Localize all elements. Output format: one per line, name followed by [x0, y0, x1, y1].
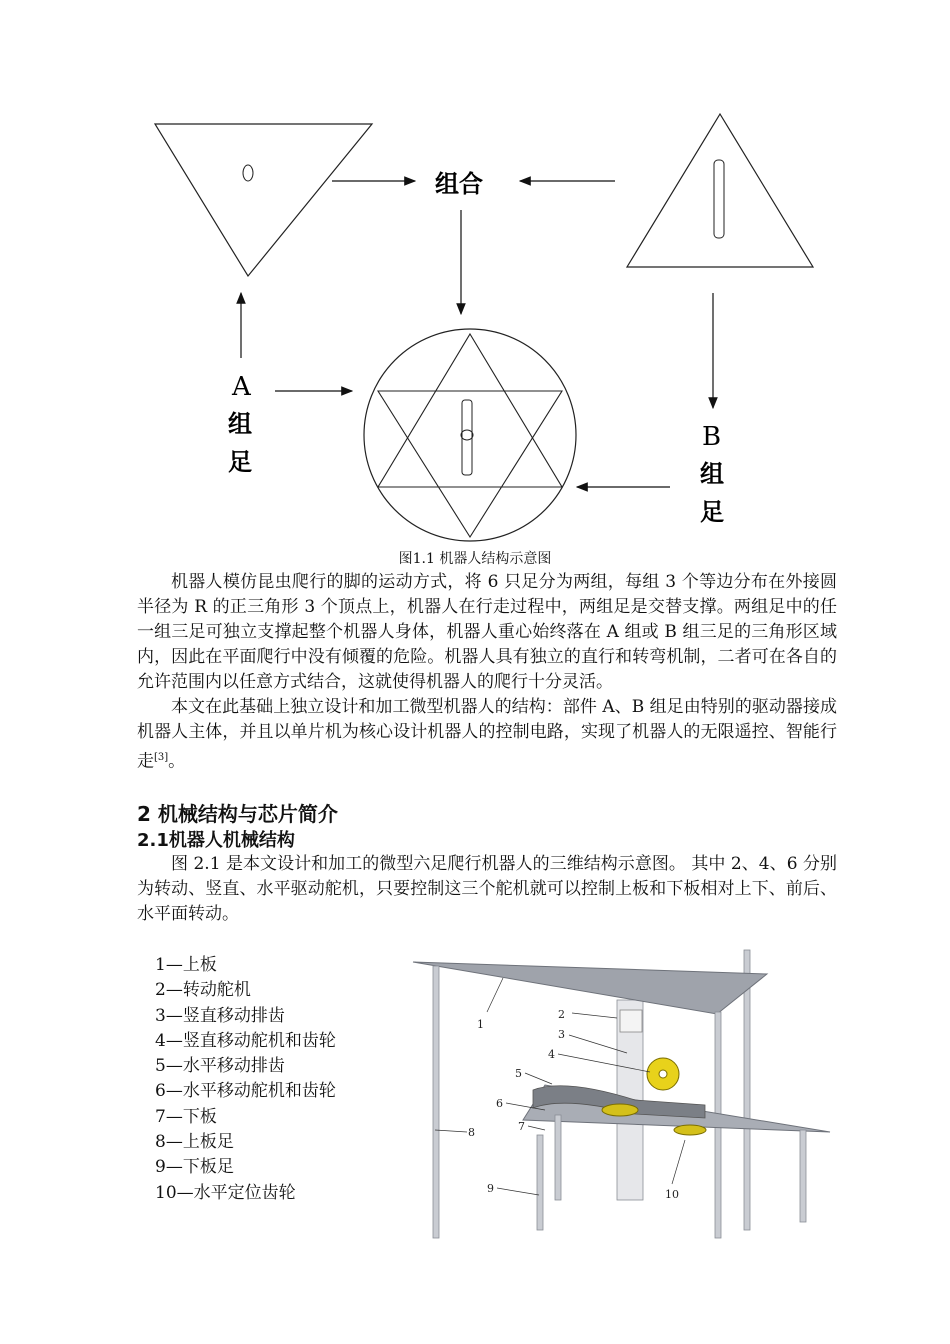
- legend-item: 3—竖直移动排齿: [155, 1005, 285, 1026]
- legend-item: 6—水平移动舵机和齿轮: [155, 1081, 336, 1102]
- callout-10: 10: [665, 1188, 679, 1201]
- legend-item: 1—上板: [155, 955, 217, 975]
- a-group-triangle: [155, 124, 372, 276]
- vertical-gear-hub: [659, 1070, 667, 1078]
- figure-2-robot-3d: [405, 940, 845, 1244]
- section-2-1-body: [137, 852, 837, 927]
- lower-leg: [555, 1115, 561, 1200]
- callout-9: 9: [487, 1182, 494, 1195]
- legend-item: 7—下板: [155, 1106, 217, 1127]
- callout-4: 4: [548, 1048, 555, 1061]
- callout-1: 1: [477, 1018, 484, 1031]
- callout-8: 8: [468, 1126, 475, 1139]
- figure-1-diagram: [140, 100, 840, 550]
- section-heading: 2 机械结构与芯片简介: [137, 802, 338, 826]
- a-group-line2: 组: [228, 409, 252, 438]
- horizontal-gear: [602, 1104, 638, 1116]
- rotate-servo: [620, 1010, 642, 1032]
- b-group-letter: B: [702, 422, 722, 452]
- b-group-line2: 组: [700, 459, 724, 488]
- figure-1-caption: 图1.1 机器人结构示意图: [398, 551, 552, 567]
- legend-item: 10—水平定位齿轮: [155, 1182, 296, 1203]
- intro-section: [137, 570, 837, 775]
- a-center-hole: [243, 165, 253, 181]
- lower-leg: [537, 1135, 543, 1230]
- intro-paragraph-2-end: 。: [168, 751, 186, 772]
- subsection-heading: 2.1机器人机械结构: [137, 830, 295, 851]
- legend-item: 9—下板足: [155, 1157, 234, 1178]
- legend-item: 5—水平移动排齿: [155, 1056, 285, 1077]
- combined-slot: [462, 400, 472, 475]
- callout-6: 6: [496, 1097, 503, 1110]
- combined-hole: [461, 430, 473, 440]
- hexagram-down: [378, 391, 562, 537]
- legend-item: 2—转动舵机: [155, 980, 251, 1001]
- b-center-slot: [714, 160, 724, 238]
- b-group-line3: 足: [700, 497, 724, 526]
- intro-paragraph-2: [137, 695, 837, 775]
- figure-2-legend: [155, 953, 336, 1206]
- b-group-triangle: [627, 114, 813, 267]
- legend-item: 4—竖直移动舵机和齿轮: [155, 1030, 336, 1051]
- citation-ref: [3]: [154, 752, 169, 763]
- callout-2: 2: [558, 1008, 565, 1021]
- combine-label: 组合: [435, 169, 483, 198]
- intro-paragraph-1: 机器人模仿昆虫爬行的脚的运动方式，将 6 只足分为两组，每组 3 个等边分布在外接圆半径为 R 的正三角形 3 个顶点上，机器人在行走过程中，两组足是交替支撑。两组足中的任一组三足可独立支撑起整个机器人身体，机器人重心始终落在 A 组或 B 组三足的三角形区域内，因此在平面爬行中没有倾覆的危险。机器人具有独立的直行和转弯机制，二者可在各自的允许范围内以任意方式结合，这就使得机器人的爬行十分灵活。: [137, 572, 837, 692]
- positioning-gear: [674, 1125, 706, 1135]
- upper-plate: [413, 962, 767, 1014]
- combined-circle: [364, 329, 576, 541]
- callout-5: 5: [515, 1067, 522, 1080]
- lower-leg: [800, 1130, 806, 1222]
- legend-item: 8—上板足: [155, 1132, 234, 1153]
- section-2-1-paragraph: 图 2.1 是本文设计和加工的微型六足爬行机器人的三维结构示意图。 其中 2、4、6 分别为转动、竖直、水平驱动舵机，只要控制这三个舵机就可以控制上板和下板相对上下、前后、水平面转动。: [137, 854, 837, 924]
- intro-paragraph-2-text: 本文在此基础上独立设计和加工微型机器人的结构：部件 A、B 组足由特别的驱动器接成机器人主体，并且以单片机为核心设计机器人的控制电路，实现了机器人的无限遥控、智能行走: [137, 697, 837, 772]
- hexagram-up: [378, 334, 562, 487]
- callout-7: 7: [518, 1120, 525, 1133]
- upper-leg: [433, 966, 439, 1238]
- callout-3: 3: [558, 1028, 565, 1041]
- a-group-line3: 足: [228, 447, 252, 476]
- a-group-letter: A: [232, 372, 251, 402]
